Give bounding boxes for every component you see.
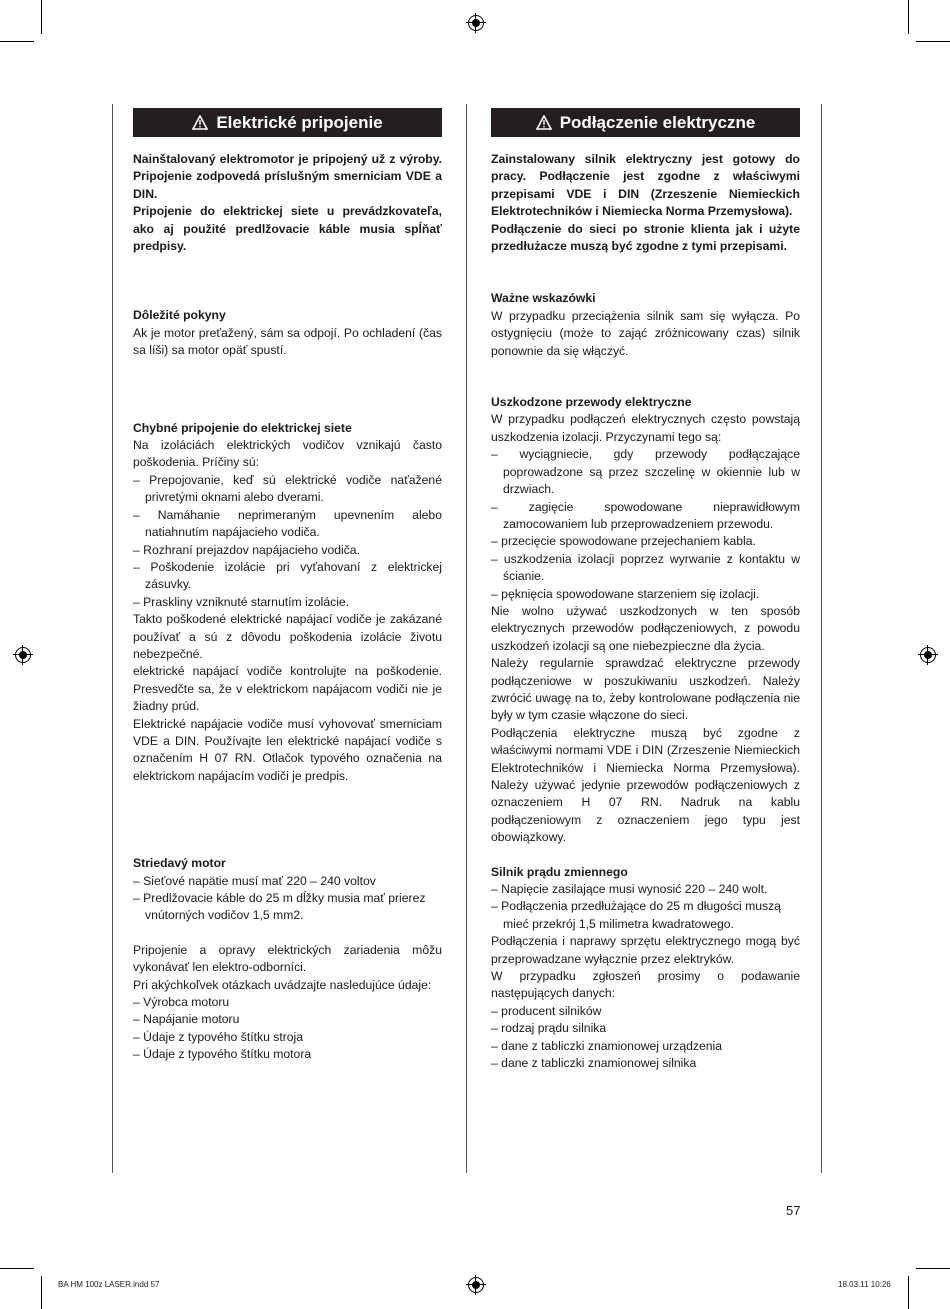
list-item: – uszkodzenia izolacji poprzez wyrwanie z kontaktu w ścianie. [491,551,800,584]
list-item: – Rozhraní prejazdov napájacieho vodiča. [133,542,360,557]
list-item: – rodzaj prądu silnika [491,1021,607,1036]
list-item: – Namáhanie neprimeraným upevnením alebo natiahnutím napájacieho vodiča. [133,507,442,540]
warning-triangle-icon [192,115,208,130]
faulty-heading: Uszkodzone przewody elektryczne [491,395,692,410]
list-item: – Údaje z typového štítku stroja [133,1029,304,1044]
intro-text-2: Podłączenie do sieci po stronie klienta jak i użyte przedłużacze muszą być zgodne z tymi przepisami. [491,221,800,254]
list-item: – pęknięcia spowodowane starzeniem się izolacji. [491,586,760,601]
faulty-paragraph: Elektrické napájacie vodiče musí vyhovovať smerniciam VDE a DIN. Používajte len elektrické napájací vodiče s označením H 07 RN. Otlačok typového označenia na elektrickom napájacím vodiči je predpis. [133,716,442,783]
section-title: Podłączenie elektryczne [559,112,756,132]
intro-text: Zainstalowany silnik elektryczny jest gotowy do pracy. Podłączenie jest zgodne z właściwymi przepisami VDE i DIN (Zrzeszenie Niemieckich Elektrotechników i Niemiecka Norma Przemysłowa). [491,152,800,219]
crop-mark [916,1268,950,1269]
section-title: Elektrické pripojenie [216,112,383,132]
faulty-paragraph: Nie wolno używać uszkodzonych w ten sposób elektrycznych przewodów podłączeniowych, z powodu uszkodzeń izolacji są one niebezpieczne dla życia. [491,603,800,653]
crop-mark [41,1276,42,1309]
list-item: – dane z tabliczki znamionowej urządzenia [491,1038,723,1053]
left-column [133,108,442,1064]
list-item: – Napájanie motoru [133,1012,240,1027]
list-item: – Praskliny vzniknuté starnutím izolácie. [133,594,350,609]
list-item: – przecięcie spowodowane przejechaniem kabla. [491,534,756,549]
important-heading: Ważne wskazówki [491,291,596,306]
important-text: W przypadku przeciążenia silnik sam się wyłącza. Po ostygnięciu (może to zająć zróżnicowany czas) silnik ponownie da się włączyć. [491,308,800,358]
faulty-intro: W przypadku podłączeń elektrycznych często powstają uszkodzenia izolacji. Przyczynami tego są: [491,412,800,444]
section-header [133,108,442,137]
registration-mark-icon [468,1277,484,1293]
crop-mark [41,0,42,34]
registration-mark-icon [15,647,31,663]
list-item: – dane z tabliczki znamionowej silnika [491,1056,697,1071]
faulty-paragraph: elektrické napájací vodiče kontrolujte na poškodenie. Presvedčte sa, že v elektrickom napájacom vodiči nie je žiadny prúd. [133,664,442,714]
ac-paragraph: Podłączenia i naprawy sprzętu elektrycznego mogą być przeprowadzane wyłącznie przez elektryków. [491,934,800,966]
list-item: – Sieťové napätie musí mať 220 – 240 voltov [133,873,376,888]
crop-mark [0,1268,34,1269]
important-text: Ak je motor preťažený, sám sa odpojí. Po ochladení (čas sa líši) sa motor opäť spustí. [133,325,442,358]
ac-paragraph: W przypadku zgłoszeń prosimy o podawanie następujących danych: [491,969,800,1001]
faulty-intro: Na izoláciách elektrických vodičov vznikajú často poškodenia. Príčiny sú: [133,438,442,470]
faulty-paragraph: Należy regularnie sprawdzać elektryczne przewody podłączeniowe w poszukiwaniu uszkodzeń. Należy zwrócić uwagę na to, żeby kontrolowane podłączenia nie były w tym czasie włączone do sieci. [491,656,800,723]
list-item: – wyciągniecie, gdy przewody podłączające poprowadzone są przez szczelinę w okiennie lub w drzwiach. [491,447,800,497]
right-column [491,108,800,1073]
registration-mark-icon [468,15,484,31]
list-item: – Údaje z typového štítku motora [133,1047,312,1062]
list-item: – Napięcie zasilające musi wynosić 220 – 240 wolt. [491,882,768,897]
important-heading: Dôležité pokyny [133,308,226,323]
ac-motor-heading: Silnik prądu zmiennego [491,864,628,879]
slug-file: BA HM 100z LASER.indd 57 [58,1280,160,1289]
section-header [491,108,800,137]
warning-triangle-icon [536,115,552,130]
crop-mark [0,41,34,42]
column-divider [466,104,467,1173]
ac-paragraph: Pripojenie a opravy elektrických zariadenia môžu vykonávať len elektro-odborníci. [133,942,442,975]
page-number: 57 [786,1203,801,1218]
crop-mark [908,1276,909,1309]
crop-mark [908,0,909,34]
intro-text-2: Pripojenie do elektrickej siete u prevádzkovateľa, ako aj použité predlžovacie káble musia spĺňať predpisy. [133,204,442,254]
list-item: – zagięcie spowodowane nieprawidłowym zamocowaniem lub przeprowadzeniem przewodu. [491,499,800,531]
column-divider [112,104,113,1173]
faulty-paragraph: Podłączenia elektryczne muszą być zgodne z właściwymi normami VDE i DIN (Zrzeszenie Niemieckich Elektrotechników i Niemiecka Norma Przemysłowa). Należy używać jedynie przewodów podłączeniowych z oznaczeniem H 07 RN. Nadruk na kablu podłączeniowym z oznaczeniem jego typu jest obowiązkowy. [491,725,800,845]
faulty-paragraph: Takto poškodené elektrické napájací vodiče je zakázané používať a sú z dôvodu poškodenia izolácie životu nebezpečné. [133,612,442,661]
ac-paragraph: Pri akýchkoľvek otázkach uvádzajte nasledujúce údaje: [133,977,432,992]
registration-mark-icon [920,647,936,663]
list-item: – producent silników [491,1003,602,1018]
slug-date: 18.03.11 10:26 [838,1280,891,1289]
list-item: – Výrobca motoru [133,995,230,1010]
list-item: – Predlžovacie káble do 25 m dĺžky musia mať prierez vnútorných vodičov 1,5 mm2. [133,891,426,923]
list-item: – Prepojovanie, keď sú elektrické vodiče naťažené privretými oknami alebo dverami. [133,472,442,505]
ac-motor-heading: Striedavý motor [133,856,226,871]
faulty-heading: Chybné pripojenie do elektrickej siete [133,420,352,435]
crop-mark [916,41,950,42]
list-item: – Poškodenie izolácie pri vyťahovaní z elektrickej zásuvky. [133,559,442,592]
column-divider [821,104,822,1173]
intro-text: Nainštalovaný elektromotor je pripojený už z výroby. Pripojenie zodpovedá príslušným smerniciam VDE a DIN. [133,152,442,201]
list-item: – Podłączenia przedłużające do 25 m długości muszą mieć przekrój 1,5 milimetra kwadratowego. [491,899,781,931]
